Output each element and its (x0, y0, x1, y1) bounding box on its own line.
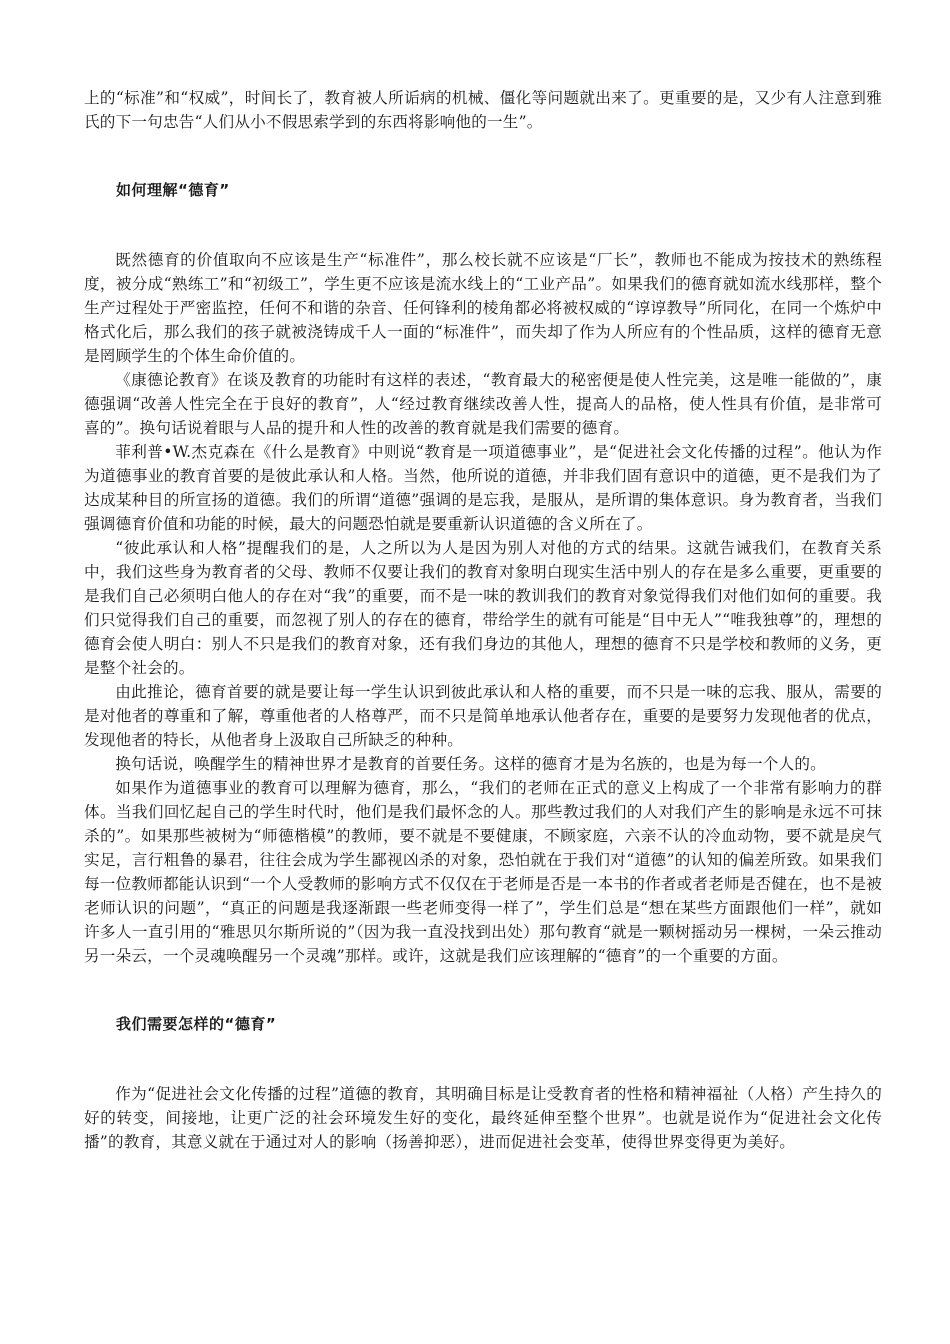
section-heading-understanding-moral-education: 如何理解“德育” (116, 181, 230, 199)
section-heading-what-moral-education-we-need: 我们需要怎样的“德育” (116, 1015, 277, 1033)
body-paragraph: 既然德育的价值取向不应该是生产“标准件”，那么校长就不应该是“厂长”，教师也不能成为按技术的熟练程度，被分成“熟练工”和“初级工”，学生更不应该是流水线上的“工业产品”。如果我们的德育就如流水线那样，整个生产过程处于严密监控，任何不和谐的杂音、任何锋利的棱角都必将被权威的“谆谆教导”所同化，在同一个炼炉中格式化后，那么我们的孩子就被浇铸成千人一面的“标准件”，而失却了作为人所应有的个性品质，这样的德育无意是罔顾学生的个体生命价值的。 (84, 251, 882, 365)
body-paragraph: “彼此承认和人格”提醒我们的是，人之所以为人是因为别人对他的方式的结果。这就告诫我们，在教育关系中，我们这些身为教育者的父母、教师不仅要让我们的教育对象明白现实生活中别人的存在是多么重要，更重要的是我们自己必须明白他人的存在对“我”的重要，而不是一味的教训我们的教育对象觉得我们对他们如何的重要。我们只觉得我们自己的重要，而忽视了别人的存在的德育，带给学生的就有可能是“目中无人”“唯我独尊”的，理想的德育会使人明白：别人不只是我们的教育对象，还有我们身边的其他人，理想的德育不只是学校和教师的义务，更是整个社会的。 (84, 539, 882, 677)
body-paragraph: 《康德论教育》在谈及教育的功能时有这样的表述，“教育最大的秘密便是使人性完美，这是唯一能做的”，康德强调“改善人性完全在于良好的教育”，人“经过教育继续改善人性，提高人的品格，使人性具有价值，是非常可喜的”。换句话说着眼与人品的提升和人性的改善的教育就是我们需要的德育。 (84, 371, 882, 437)
document-page (84, 86, 882, 1154)
body-paragraph: 菲利普•W.杰克森在《什么是教育》中则说“教育是一项道德事业”，是“促进社会文化传播的过程”。他认为作为道德事业的教育首要的是彼此承认和人格。当然，他所说的道德，并非我们固有意识中的道德，更不是我们为了达成某种目的所宣扬的道德。我们的所谓“道德”强调的是忘我，是服从，是所谓的集体意识。身为教育者，当我们强调德育价值和功能的时候，最大的问题恐怕就是要重新认识道德的含义所在了。 (84, 443, 882, 533)
body-paragraph: 由此推论，德育首要的就是要让每一学生认识到彼此承认和人格的重要，而不只是一味的忘我、服从，需要的是对他者的尊重和了解，尊重他者的人格尊严，而不只是简单地承认他者存在，重要的是要努力发现他者的优点，发现他者的特长，从他者身上汲取自己所缺乏的种种。 (84, 683, 882, 749)
body-paragraph: 如果作为道德事业的教育可以理解为德育，那么，“我们的老师在正式的意义上构成了一个非常有影响力的群体。当我们回忆起自己的学生时代时，他们是我们最怀念的人。那些教过我们的人对我们产生的影响是永远不可抹杀的”。如果那些被树为“师德楷模”的教师，要不就是不要健康，不顾家庭，六亲不认的冷血动物，要不就是戾气实足，言行粗鲁的暴君，往往会成为学生鄙视凶杀的对象，恐怕就在于我们对“道德”的认知的偏差所致。如果我们每一位教师都能认识到“一个人受教师的影响方式不仅仅在于老师是否是一本书的作者或者老师是否健在，也不是被老师认识的问题”，“真正的问题是我逐渐跟一些老师变得一样了”，学生们总是“想在某些方面跟他们一样”，就如许多人一直引用的“雅思贝尔斯所说的”（因为我一直没找到出处）那句教育“就是一颗树摇动另一棵树，一朵云推动另一朵云，一个灵魂唤醒另一个灵魂”那样。或许，这就是我们应该理解的“德育”的一个重要的方面。 (84, 779, 882, 965)
intro-paragraph: 上的“标准”和“权威”，时间长了，教育被人所诟病的机械、僵化等问题就出来了。更重要的是，又少有人注意到雅氏的下一句忠告“人们从小不假思索学到的东西将影响他的一生”。 (84, 89, 882, 131)
body-paragraph: 换句话说，唤醒学生的精神世界才是教育的首要任务。这样的德育才是为名族的，也是为每一个人的。 (115, 755, 826, 773)
body-paragraph: 作为“促进社会文化传播的过程”道德的教育，其明确目标是让受教育者的性格和精神福祉（人格）产生持久的好的转变，间接地，让更广泛的社会环境发生好的变化，最终延伸至整个世界”。也就是说作为“促进社会文化传播”的教育，其意义就在于通过对人的影响（扬善抑恶），进而促进社会变革，使得世界变得更为美好。 (84, 1085, 882, 1151)
